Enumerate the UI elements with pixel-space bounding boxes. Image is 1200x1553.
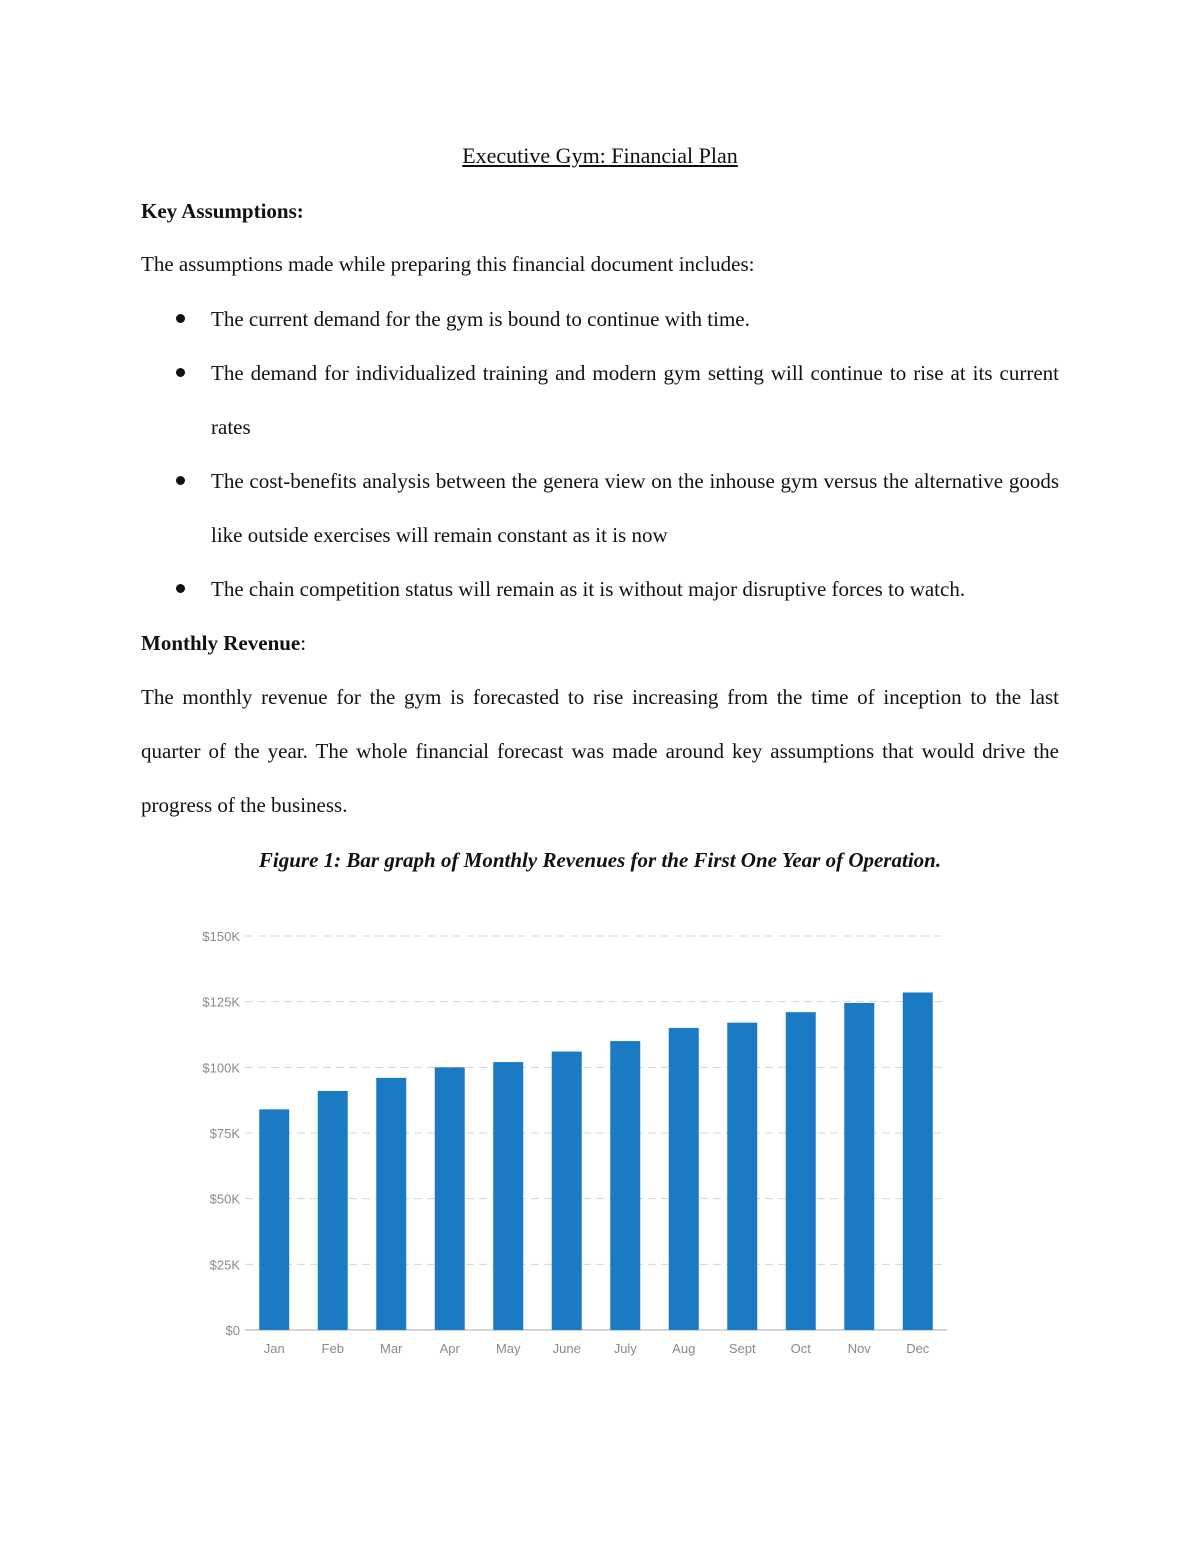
x-tick-label: Jan: [263, 1341, 285, 1356]
monthly-revenue-heading-text: Monthly Revenue: [141, 631, 301, 655]
bullet-icon: [176, 476, 185, 485]
x-tick-label: Aug: [672, 1341, 696, 1356]
bullet-icon: [176, 368, 185, 377]
y-tick-label: $75K: [209, 1126, 240, 1141]
list-item-text: The current demand for the gym is bound to continue with time.: [211, 307, 750, 331]
assumptions-intro: The assumptions made while preparing this financial document includes:: [141, 252, 755, 276]
bullet-icon: [176, 584, 185, 593]
list-item-text: The demand for individualized training and modern gym setting will continue to rise at its current rates: [211, 361, 1059, 439]
revenue-bar-chart: [180, 915, 960, 1365]
y-tick-label: $150K: [202, 929, 240, 944]
x-tick-label: May: [495, 1341, 521, 1356]
x-tick-label: Apr: [439, 1341, 460, 1356]
bar-mar: [376, 1078, 406, 1330]
x-tick-label: Feb: [321, 1341, 344, 1356]
list-item-text: The cost-benefits analysis between the genera view on the inhouse gym versus the alternative goods like outside exercises will remain constant as it is now: [211, 469, 1059, 547]
monthly-revenue-heading: [141, 628, 306, 658]
x-tick-label: Nov: [847, 1341, 871, 1356]
bar-june: [552, 1052, 582, 1330]
x-tick-label: July: [613, 1341, 637, 1356]
bar-may: [493, 1062, 523, 1330]
assumptions-list: [141, 292, 1059, 616]
monthly-revenue-paragraph: The monthly revenue for the gym is forecasted to rise increasing from the time of inception to the last quarter of the year. The whole financial forecast was made around key assumptions that would drive the progress of the business.: [141, 685, 1059, 817]
y-tick-label: $100K: [202, 1060, 240, 1076]
chart-y-axis: [202, 929, 240, 1338]
bullet-icon: [176, 314, 185, 323]
x-tick-label: Oct: [790, 1341, 811, 1356]
y-tick-label: $25K: [209, 1257, 240, 1273]
key-assumptions-heading: Key Assumptions:: [141, 199, 304, 223]
bar-oct: [786, 1012, 816, 1330]
list-item: [141, 292, 1059, 346]
bar-dec: [903, 992, 933, 1330]
x-tick-label: Dec: [906, 1341, 930, 1356]
bar-jan: [259, 1109, 289, 1330]
bar-sept: [727, 1023, 757, 1330]
bar-nov: [844, 1003, 874, 1330]
bar-feb: [318, 1091, 348, 1330]
figure-caption: Figure 1: Bar graph of Monthly Revenues for the First One Year of Operation.: [258, 848, 942, 872]
x-tick-label: Mar: [380, 1341, 403, 1356]
monthly-revenue-heading-colon: :: [300, 631, 307, 655]
chart-x-axis: [264, 1341, 930, 1356]
list-item: [141, 346, 1059, 454]
document-title: Executive Gym: Financial Plan: [462, 143, 738, 168]
y-tick-label: $0: [225, 1323, 240, 1338]
y-tick-label: $125K: [202, 994, 240, 1010]
y-tick-label: $50K: [209, 1191, 240, 1207]
list-item-text: The chain competition status will remain as it is without major disruptive forces to watch.: [211, 577, 966, 601]
bar-apr: [435, 1067, 465, 1330]
bar-aug: [669, 1028, 699, 1330]
list-item: [141, 562, 1059, 616]
chart-bars: [259, 992, 933, 1330]
chart-gridlines: [245, 936, 947, 1330]
x-tick-label: Sept: [728, 1341, 756, 1356]
list-item: [141, 454, 1059, 562]
bar-july: [610, 1041, 640, 1330]
x-tick-label: June: [552, 1341, 581, 1356]
